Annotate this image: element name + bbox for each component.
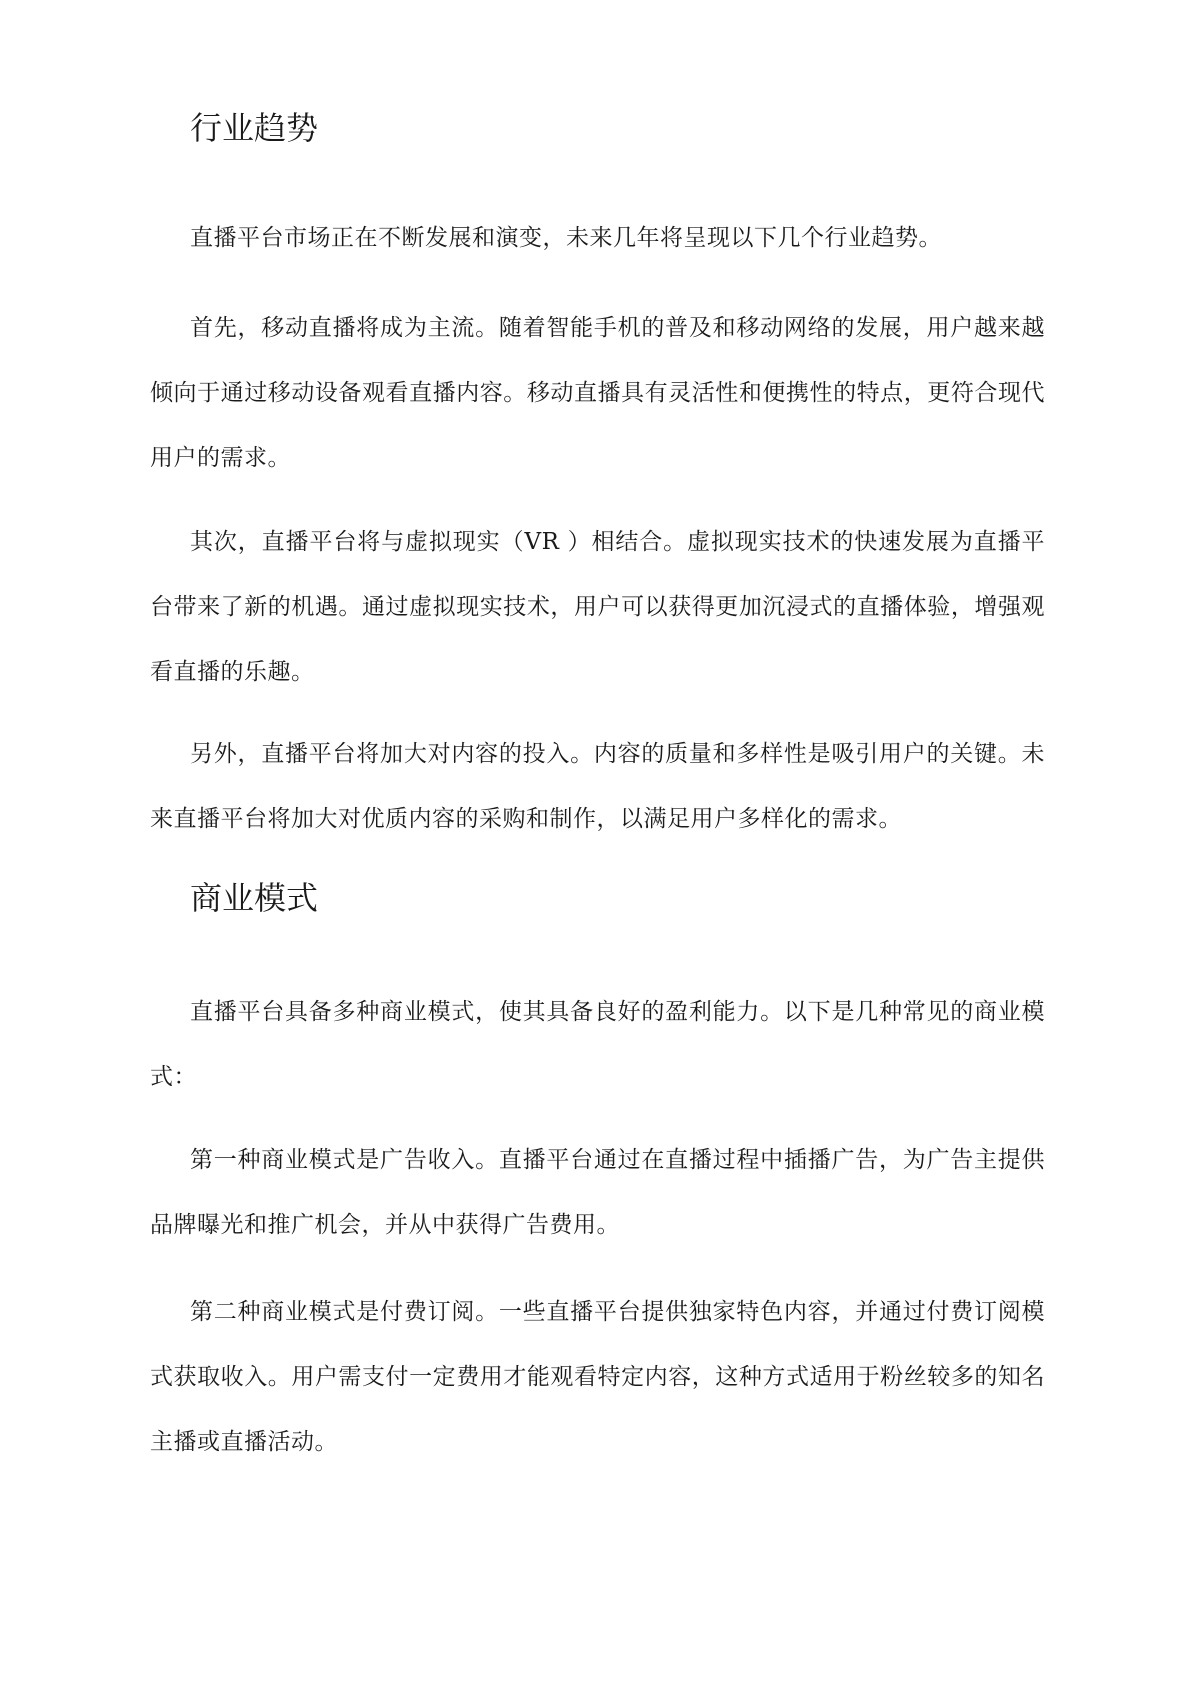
section-heading-industry-trends: 行业趋势 <box>190 109 319 147</box>
paragraph: 首先，移动直播将成为主流。随着智能手机的普及和移动网络的发展，用户越来越倾向于通过移动设备观看直播内容。移动直播具有灵活性和便携性的特点，更符合现代用户的需求。 <box>150 315 1045 471</box>
paragraph: 直播平台具备多种商业模式，使其具备良好的盈利能力。以下是几种常见的商业模式： <box>150 999 1045 1090</box>
section-heading-business-model: 商业模式 <box>190 879 319 917</box>
paragraph: 直播平台市场正在不断发展和演变，未来几年将呈现以下几个行业趋势。 <box>190 225 942 251</box>
paragraph: 第一种商业模式是广告收入。直播平台通过在直播过程中插播广告，为广告主提供品牌曝光和推广机会，并从中获得广告费用。 <box>150 1147 1045 1238</box>
paragraph: 第二种商业模式是付费订阅。一些直播平台提供独家特色内容，并通过付费订阅模式获取收入。用户需支付一定费用才能观看特定内容，这种方式适用于粉丝较多的知名主播或直播活动。 <box>150 1299 1045 1455</box>
paragraph: 另外，直播平台将加大对内容的投入。内容的质量和多样性是吸引用户的关键。未来直播平台将加大对优质内容的采购和制作，以满足用户多样化的需求。 <box>150 741 1045 832</box>
paragraph: 其次，直播平台将与虚拟现实（VR ）相结合。虚拟现实技术的快速发展为直播平台带来了新的机遇。通过虚拟现实技术，用户可以获得更加沉浸式的直播体验，增强观看直播的乐趣。 <box>150 529 1045 685</box>
